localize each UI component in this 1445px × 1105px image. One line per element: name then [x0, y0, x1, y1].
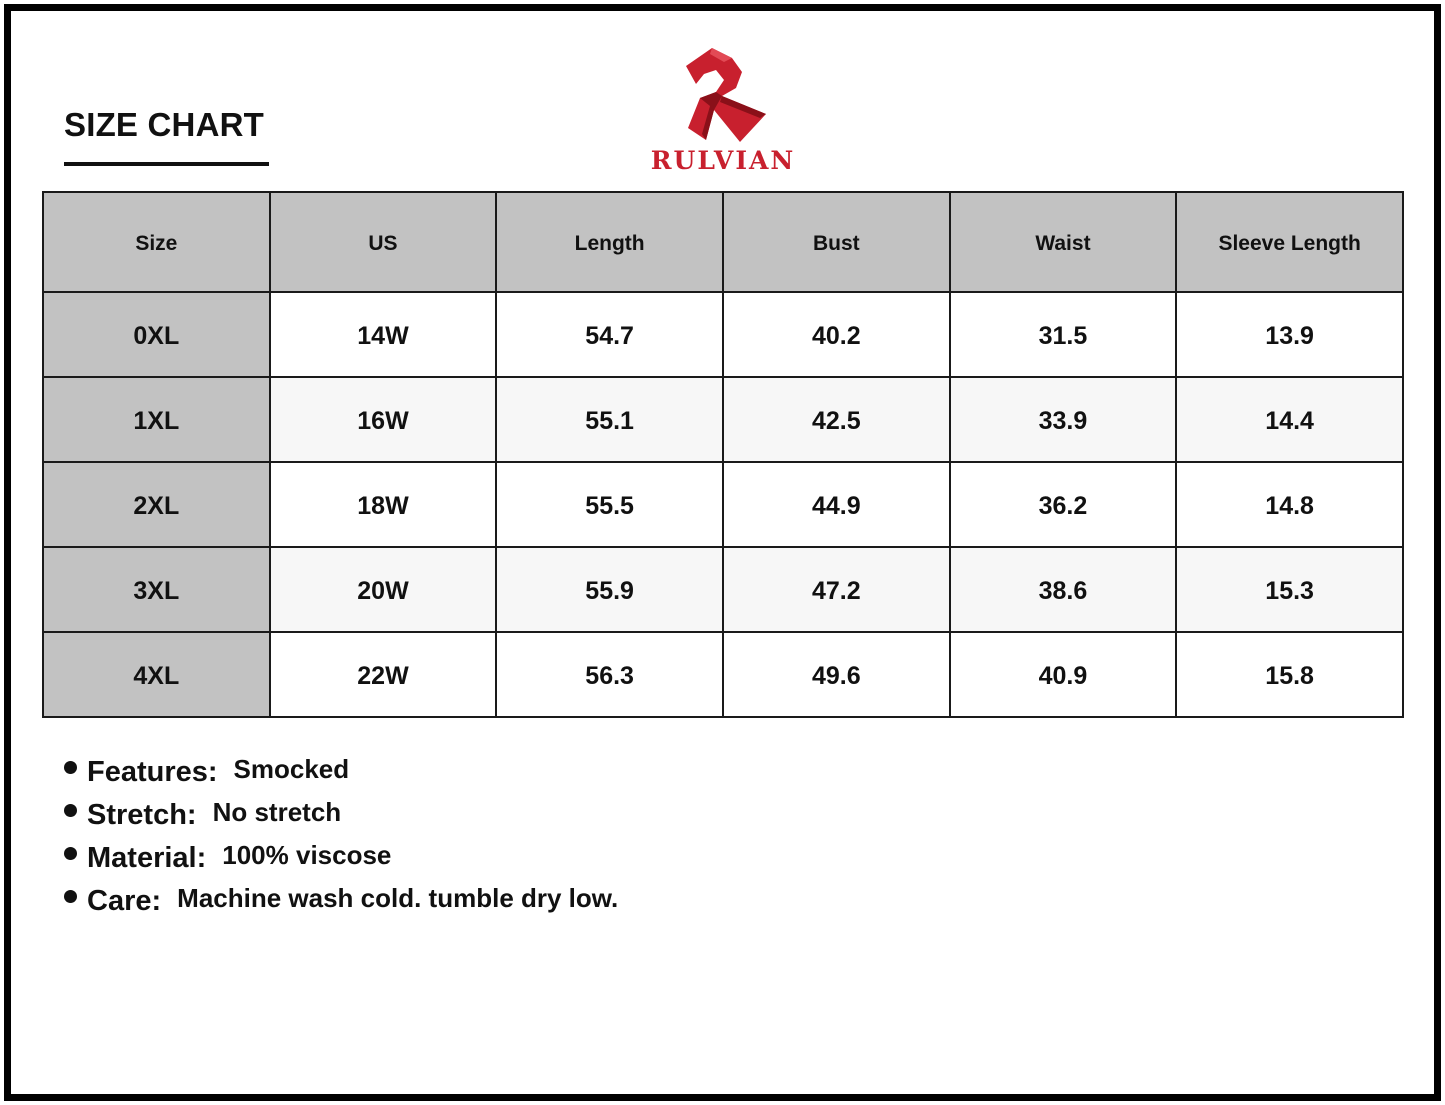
bust-cell: 44.9: [723, 462, 950, 547]
size-cell: 3XL: [43, 547, 270, 632]
spec-material: [62, 834, 618, 877]
length-cell: 54.7: [496, 292, 723, 377]
table-row: [43, 377, 1403, 462]
spec-value: No stretch: [212, 797, 342, 827]
spec-label: Features:: [87, 756, 218, 788]
column-header-us: US: [270, 192, 497, 292]
bust-cell: 42.5: [723, 377, 950, 462]
column-header-sleeve-length: Sleeve Length: [1176, 192, 1403, 292]
length-cell: 55.9: [496, 547, 723, 632]
us-cell: 20W: [270, 547, 497, 632]
length-cell: 56.3: [496, 632, 723, 717]
product-specs-list: [62, 748, 618, 920]
waist-cell: 38.6: [950, 547, 1177, 632]
spec-value: 100% viscose: [222, 840, 392, 870]
us-cell: 14W: [270, 292, 497, 377]
size-cell: 0XL: [43, 292, 270, 377]
waist-cell: 40.9: [950, 632, 1177, 717]
bust-cell: 49.6: [723, 632, 950, 717]
sleeve-length-cell: 15.3: [1176, 547, 1403, 632]
column-header-length: Length: [496, 192, 723, 292]
table-row: [43, 462, 1403, 547]
page-title: SIZE CHART: [64, 106, 264, 143]
spec-stretch: [62, 791, 618, 834]
title-underline: [64, 162, 269, 166]
table-row: [43, 632, 1403, 717]
us-cell: 16W: [270, 377, 497, 462]
size-cell: 1XL: [43, 377, 270, 462]
us-cell: 22W: [270, 632, 497, 717]
table-row: [43, 292, 1403, 377]
spec-features: [62, 748, 618, 791]
bust-cell: 40.2: [723, 292, 950, 377]
spec-care: [62, 877, 618, 920]
waist-cell: 36.2: [950, 462, 1177, 547]
column-header-size: Size: [43, 192, 270, 292]
length-cell: 55.1: [496, 377, 723, 462]
length-cell: 55.5: [496, 462, 723, 547]
sleeve-length-cell: 13.9: [1176, 292, 1403, 377]
spec-label: Stretch:: [87, 799, 197, 831]
sleeve-length-cell: 14.4: [1176, 377, 1403, 462]
size-cell: 2XL: [43, 462, 270, 547]
spec-label: Material:: [87, 842, 207, 874]
spec-label: Care:: [87, 885, 162, 917]
bullet-icon: [64, 761, 77, 774]
bust-cell: 47.2: [723, 547, 950, 632]
spec-value: Machine wash cold. tumble dry low.: [177, 883, 619, 913]
size-cell: 4XL: [43, 632, 270, 717]
waist-cell: 33.9: [950, 377, 1177, 462]
us-cell: 18W: [270, 462, 497, 547]
column-header-waist: Waist: [950, 192, 1177, 292]
column-header-bust: Bust: [723, 192, 950, 292]
table-header-row: [43, 192, 1403, 292]
bullet-icon: [64, 804, 77, 817]
bullet-icon: [64, 890, 77, 903]
brand-logo-icon: [676, 44, 772, 144]
size-table: [42, 191, 1404, 718]
table-row: [43, 547, 1403, 632]
sleeve-length-cell: 15.8: [1176, 632, 1403, 717]
spec-value: Smocked: [233, 754, 350, 784]
brand-name: RULVIAN: [650, 146, 796, 175]
bullet-icon: [64, 847, 77, 860]
sleeve-length-cell: 14.8: [1176, 462, 1403, 547]
waist-cell: 31.5: [950, 292, 1177, 377]
